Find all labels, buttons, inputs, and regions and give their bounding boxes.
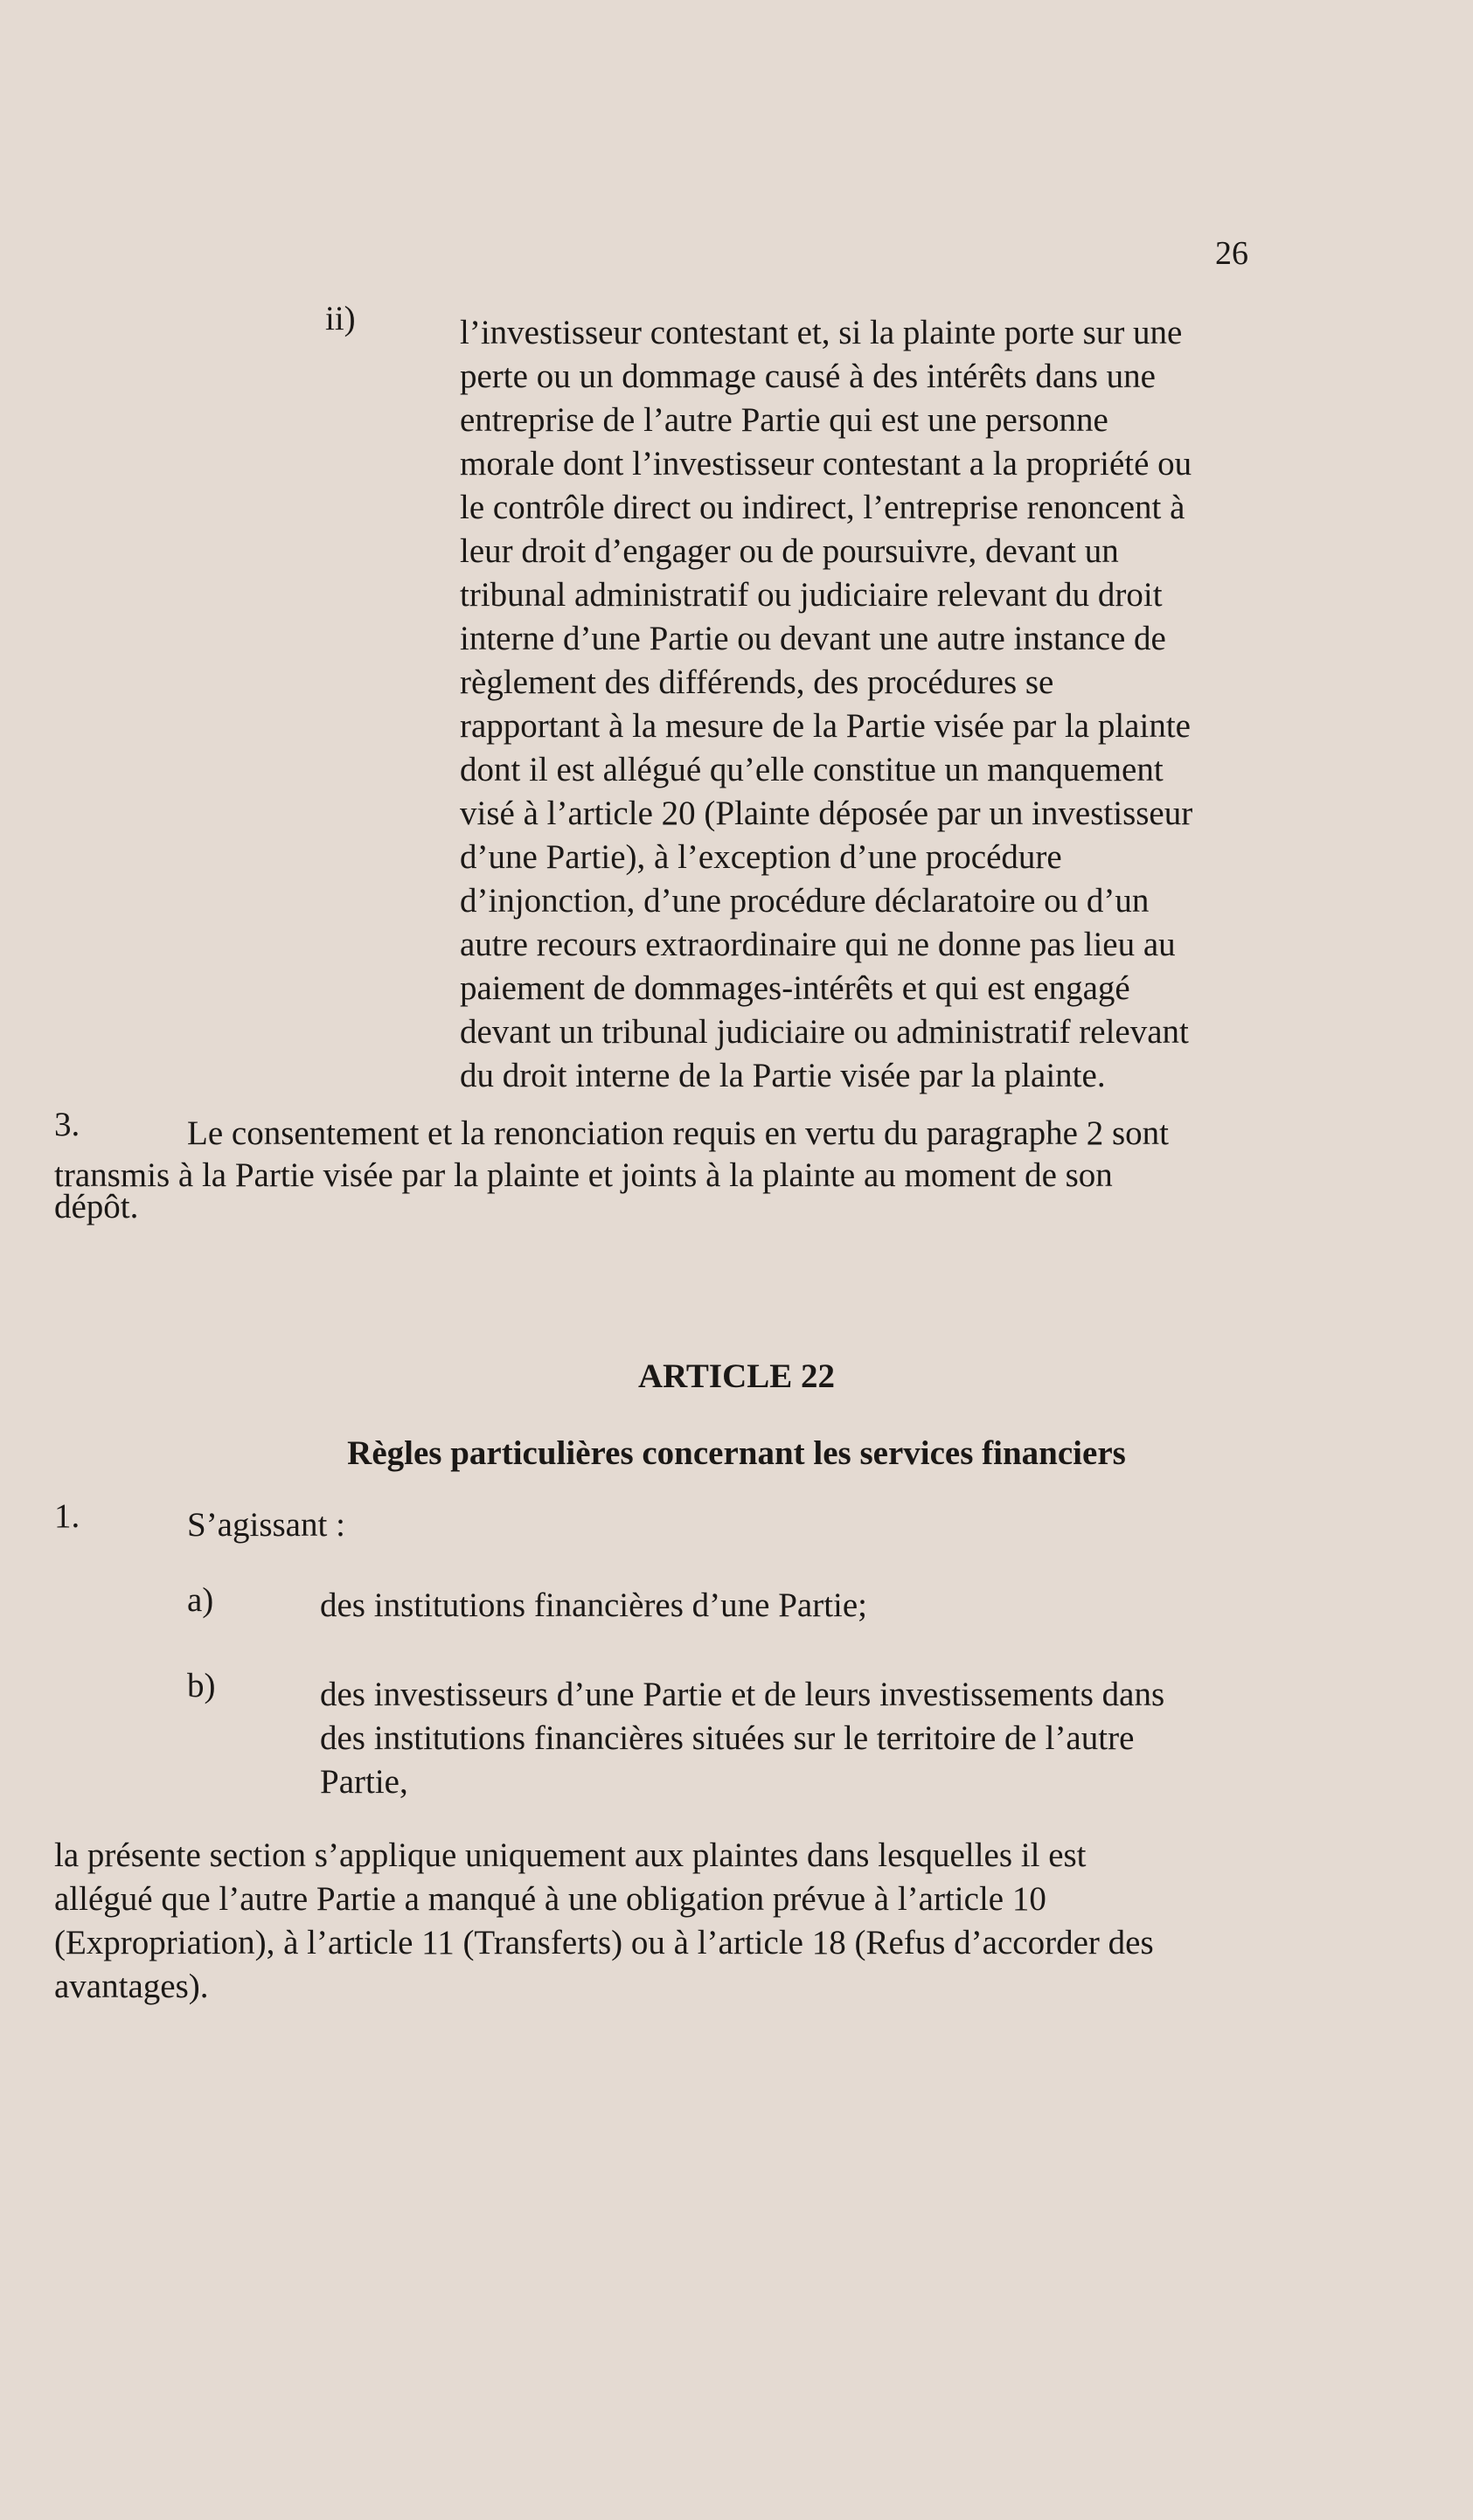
text-line: des institutions financières situées sur le territoire de l’autre — [320, 1719, 1135, 1757]
text-line: la présente section s’applique uniquement aux plaintes dans lesquelles il est — [54, 1836, 1087, 1874]
page-number: 26 — [1215, 235, 1248, 272]
article-title: ARTICLE 22 — [637, 1357, 836, 1395]
paragraph-3-number: 3. — [54, 1106, 80, 1143]
text-line: tribunal administratif ou judiciaire relevant du droit — [460, 576, 1163, 614]
text-line: visé à l’article 20 (Plainte déposée par un investisseur — [460, 795, 1193, 832]
item-a-text — [320, 1584, 867, 1628]
paragraph-3-line-1: Le consentement et la renonciation requis en vertu du paragraphe 2 sont — [187, 1114, 1170, 1152]
paragraph-1-intro: S’agissant : — [187, 1506, 345, 1544]
text-line: règlement des différends, des procédures se — [460, 663, 1054, 701]
article-subtitle: Règles particulières concernant les services financiers — [347, 1434, 1126, 1472]
text-line: avantages). — [54, 1968, 209, 2005]
text-line: allégué que l’autre Partie a manqué à une obligation prévue à l’article 10 — [54, 1880, 1046, 1918]
text-line: dont il est allégué qu’elle constitue un manquement — [460, 751, 1164, 788]
text-line: paiement de dommages-intérêts et qui est engagé — [460, 969, 1130, 1007]
text-line: (Expropriation), à l’article 11 (Transferts) ou à l’article 18 (Refus d’accorder des — [54, 1924, 1154, 1961]
paragraph-3-line-3: dépôt. — [54, 1188, 139, 1225]
text-line: le contrôle direct ou indirect, l’entreprise renoncent à — [460, 489, 1185, 526]
text-line: du droit interne de la Partie visée par la plainte. — [460, 1057, 1106, 1094]
text-line: autre recours extraordinaire qui ne donne pas lieu au — [460, 926, 1176, 963]
text-line: interne d’une Partie ou devant une autre instance de — [460, 620, 1166, 657]
item-b-text — [320, 1673, 1164, 1804]
text-line: perte ou un dommage causé à des intérêts dans une — [460, 358, 1156, 395]
item-b-label: b) — [187, 1667, 216, 1704]
text-line: d’une Partie), à l’exception d’une procédure — [460, 838, 1062, 876]
text-line: leur droit d’engager ou de poursuivre, devant un — [460, 532, 1119, 570]
text-line: des investisseurs d’une Partie et de leurs investissements dans — [320, 1676, 1165, 1713]
text-line: d’injonction, d’une procédure déclaratoire ou d’un — [460, 882, 1150, 920]
text-line: des institutions financières d’une Partie; — [320, 1586, 868, 1624]
paragraph-3-line-2: transmis à la Partie visée par la plainte et joints à la plainte au moment de son — [54, 1156, 1113, 1194]
item-ii-label: ii) — [325, 300, 356, 337]
text-line: l’investisseur contestant et, si la plainte porte sur une — [460, 314, 1183, 351]
paragraph-1-conclusion — [54, 1834, 1154, 2009]
item-ii-text — [460, 311, 1192, 1098]
item-a-label: a) — [187, 1581, 214, 1619]
text-line: devant un tribunal judiciaire ou administratif relevant — [460, 1013, 1189, 1051]
text-line: morale dont l’investisseur contestant a la propriété ou — [460, 445, 1192, 482]
paragraph-1-number: 1. — [54, 1497, 80, 1535]
text-line: entreprise de l’autre Partie qui est une personne — [460, 401, 1108, 439]
text-line: Partie, — [320, 1763, 408, 1801]
text-line: rapportant à la mesure de la Partie visée par la plainte — [460, 707, 1191, 745]
